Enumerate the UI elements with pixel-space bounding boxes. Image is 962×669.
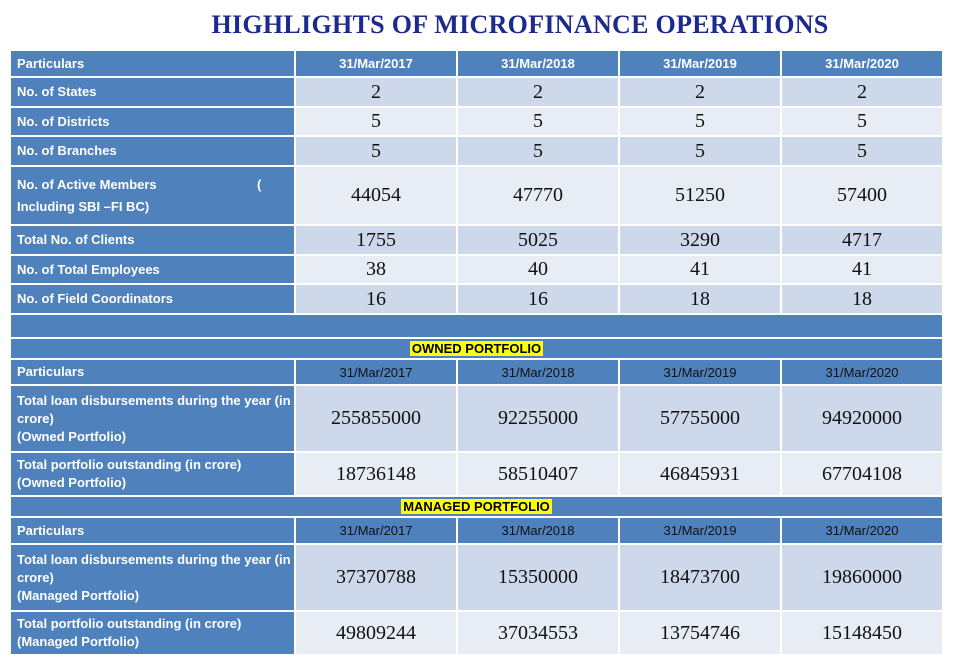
- table-row: [10, 255, 943, 284]
- cell-value: 2: [619, 77, 781, 107]
- cell-value: 16: [295, 284, 457, 314]
- table-row: [10, 107, 943, 136]
- header-date: 31/Mar/2019: [619, 517, 781, 544]
- managed-header-row: [10, 517, 943, 544]
- header-date: 31/Mar/2017: [295, 359, 457, 385]
- label-line: (Owned Portfolio): [17, 475, 127, 490]
- label-suffix: (: [257, 176, 262, 192]
- cell-value: 5: [781, 136, 943, 166]
- cell-value: 4717: [781, 225, 943, 255]
- label-line: Total portfolio outstanding (in crore): [17, 616, 242, 631]
- cell-value: 67704108: [781, 452, 943, 496]
- cell-value: 5: [781, 107, 943, 136]
- cell-value: 92255000: [457, 385, 619, 452]
- header-date: 31/Mar/2020: [781, 517, 943, 544]
- header-date: 31/Mar/2018: [457, 50, 619, 77]
- cell-value: 51250: [619, 166, 781, 225]
- page-title: HIGHLIGHTS OF MICROFINANCE OPERATIONS: [211, 10, 829, 39]
- header-date: 31/Mar/2017: [295, 50, 457, 77]
- cell-value: 1755: [295, 225, 457, 255]
- cell-value: 18: [619, 284, 781, 314]
- owned-header-row: [10, 359, 943, 385]
- owned-section-row: [10, 338, 943, 359]
- owned-portfolio-title: OWNED PORTFOLIO: [411, 340, 542, 356]
- table-row: [10, 77, 943, 107]
- row-label-active-members: [10, 166, 295, 225]
- cell-value: 15148450: [781, 611, 943, 655]
- cell-value: 255855000: [295, 385, 457, 452]
- header-date: 31/Mar/2019: [619, 359, 781, 385]
- cell-value: 19860000: [781, 544, 943, 611]
- label-line: No. of Active Members: [17, 176, 157, 192]
- header-date: 31/Mar/2020: [781, 50, 943, 77]
- label-line: crore): [17, 569, 54, 585]
- cell-value: 41: [619, 255, 781, 284]
- label-line: Total loan disbursements during the year (in: [17, 551, 291, 567]
- cell-value: 94920000: [781, 385, 943, 452]
- header-date: 31/Mar/2018: [457, 517, 619, 544]
- label-line: Total portfolio outstanding (in crore): [17, 457, 242, 472]
- cell-value: 5: [457, 136, 619, 166]
- table-row: [10, 166, 943, 225]
- header-date: 31/Mar/2017: [295, 517, 457, 544]
- cell-value: 3290: [619, 225, 781, 255]
- cell-value: 13754746: [619, 611, 781, 655]
- managed-section-row: [10, 496, 943, 517]
- row-label-owned-outstanding: [10, 452, 295, 496]
- row-label-managed-disbursements: [10, 544, 295, 611]
- cell-value: 5: [619, 107, 781, 136]
- table-row: [10, 611, 943, 655]
- header-particulars: Particulars: [10, 517, 295, 544]
- cell-value: 2: [457, 77, 619, 107]
- row-label-clients: Total No. of Clients: [10, 225, 295, 255]
- cell-value: 18: [781, 284, 943, 314]
- cell-value: 18736148: [295, 452, 457, 496]
- label-line: (Owned Portfolio): [17, 428, 127, 444]
- cell-value: 57400: [781, 166, 943, 225]
- cell-value: 5: [295, 107, 457, 136]
- cell-value: 37034553: [457, 611, 619, 655]
- cell-value: 47770: [457, 166, 619, 225]
- row-label-field-coordinators: No. of Field Coordinators: [10, 284, 295, 314]
- cell-value: 2: [295, 77, 457, 107]
- managed-portfolio-title: MANAGED PORTFOLIO: [403, 498, 550, 514]
- row-label-owned-disbursements: [10, 385, 295, 452]
- cell-value: 41: [781, 255, 943, 284]
- label-line: Total loan disbursements during the year (in: [17, 392, 291, 408]
- label-line: (Managed Portfolio): [17, 634, 140, 649]
- table-row: [10, 136, 943, 166]
- cell-value: 38: [295, 255, 457, 284]
- cell-value: 16: [457, 284, 619, 314]
- cell-value: 5: [619, 136, 781, 166]
- header-date: 31/Mar/2019: [619, 50, 781, 77]
- microfinance-table: [9, 49, 944, 656]
- cell-value: 5: [295, 136, 457, 166]
- label-line: (Managed Portfolio): [17, 587, 140, 603]
- cell-value: 57755000: [619, 385, 781, 452]
- header-particulars: Particulars: [10, 359, 295, 385]
- header-date: 31/Mar/2020: [781, 359, 943, 385]
- label-line: Including SBI –FI BC): [17, 198, 150, 214]
- spacer-row: [10, 314, 943, 338]
- row-label-managed-outstanding: [10, 611, 295, 655]
- table-row: [10, 452, 943, 496]
- row-label-districts: No. of Districts: [10, 107, 295, 136]
- cell-value: 2: [781, 77, 943, 107]
- row-label-branches: No. of Branches: [10, 136, 295, 166]
- cell-value: 44054: [295, 166, 457, 225]
- table-row: [10, 385, 943, 452]
- cell-value: 5: [457, 107, 619, 136]
- row-label-states: No. of States: [10, 77, 295, 107]
- row-label-employees: No. of Total Employees: [10, 255, 295, 284]
- cell-value: 18473700: [619, 544, 781, 611]
- cell-value: 49809244: [295, 611, 457, 655]
- header-date: 31/Mar/2018: [457, 359, 619, 385]
- cell-value: 46845931: [619, 452, 781, 496]
- cell-value: 58510407: [457, 452, 619, 496]
- table-row: [10, 544, 943, 611]
- label-line: crore): [17, 410, 54, 426]
- cell-value: 40: [457, 255, 619, 284]
- header-particulars: Particulars: [10, 50, 295, 77]
- cell-value: 5025: [457, 225, 619, 255]
- table-row: [10, 284, 943, 314]
- cell-value: 15350000: [457, 544, 619, 611]
- table-row: [10, 225, 943, 255]
- cell-value: 37370788: [295, 544, 457, 611]
- operations-header-row: [10, 50, 943, 77]
